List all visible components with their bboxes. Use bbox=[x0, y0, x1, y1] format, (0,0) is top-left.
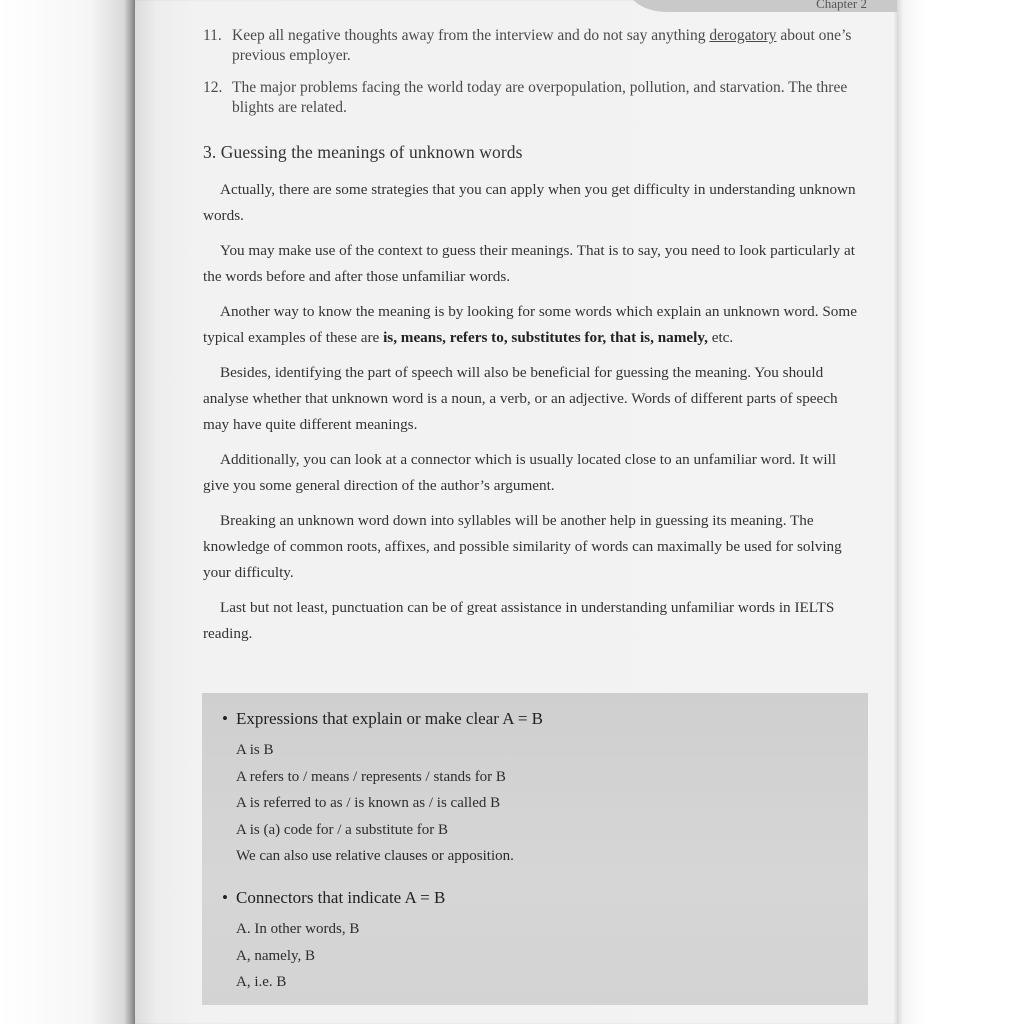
example-line: A is B bbox=[236, 742, 274, 758]
paragraph: You may make use of the context to guess their meanings. That is to say, you need to look particularly at the words before and after those unfamiliar words. bbox=[203, 242, 855, 285]
box-section-connectors bbox=[202, 886, 868, 996]
example-lines bbox=[202, 737, 868, 870]
example-line: A is (a) code for / a substitute for B bbox=[236, 821, 449, 838]
example-line: A is referred to as / is known as / is called B bbox=[236, 795, 501, 811]
item-text bbox=[203, 26, 858, 66]
example-line: We can also use relative clauses or apposition. bbox=[236, 848, 514, 864]
numbered-item-12 bbox=[203, 78, 858, 118]
bullet-icon: • bbox=[222, 709, 228, 728]
bullet-heading bbox=[202, 886, 868, 910]
bullet-title: Connectors that indicate A = B bbox=[236, 888, 446, 907]
page-content bbox=[203, 26, 858, 656]
item-number: 12. bbox=[203, 79, 223, 96]
paragraph bbox=[203, 299, 858, 351]
grey-info-box bbox=[202, 693, 868, 1005]
left-background bbox=[0, 0, 135, 1024]
paragraph: Breaking an unknown word down into syllables will be another help in guessing its meaning. The knowledge of common roots, affixes, and possible similarity of words can maximally be used for solving your difficulty. bbox=[203, 512, 842, 581]
example-lines bbox=[202, 916, 868, 996]
example-line: A. In other words, B bbox=[236, 921, 360, 937]
bold-keywords: is, means, refers to, substitutes for, that is, namely, bbox=[383, 329, 708, 346]
book-page bbox=[135, 0, 897, 1024]
paragraph: Last but not least, punctuation can be of great assistance in understanding unfamiliar words in IELTS reading. bbox=[203, 599, 835, 642]
underlined-word: derogatory bbox=[709, 27, 777, 44]
example-line: A, i.e. B bbox=[236, 974, 287, 990]
chapter-tab: Chapter 2 bbox=[627, 0, 897, 12]
example-line: A, namely, B bbox=[236, 947, 316, 964]
box-section-expressions bbox=[202, 707, 868, 870]
numbered-item-11 bbox=[203, 26, 858, 66]
paragraph-text: Another way to know the meaning is by looking for some words which explain an unknown word. Some typical examples of these are bbox=[203, 303, 857, 346]
paragraph-text: etc. bbox=[707, 329, 734, 346]
right-background bbox=[895, 0, 1024, 1024]
paragraph: Additionally, you can look at a connector which is usually located close to an unfamiliar word. It will give you some general direction of the author’s argument. bbox=[203, 451, 837, 494]
section-heading: 3. Guessing the meanings of unknown words bbox=[203, 142, 523, 162]
bullet-heading bbox=[202, 707, 868, 731]
bullet-icon: • bbox=[222, 888, 228, 907]
item-text-part: about one’s previous employer. bbox=[232, 27, 852, 64]
example-line: A refers to / means / represents / stands for B bbox=[236, 768, 506, 785]
item-text-part: Keep all negative thoughts away from the interview and do not say anything bbox=[232, 27, 710, 44]
bullet-title: Expressions that explain or make clear A = B bbox=[236, 709, 544, 728]
paragraph: Actually, there are some strategies that you can apply when you get difficulty in understanding unknown words. bbox=[203, 181, 856, 224]
item-text: The major problems facing the world today are overpopulation, pollution, and starvation. The three blights are related. bbox=[232, 79, 848, 116]
paragraph: Besides, identifying the part of speech will also be beneficial for guessing the meaning. You should analyse whether that unknown word is a noun, a verb, or an adjective. Words of different parts of speech may have quite different meanings. bbox=[203, 364, 838, 433]
item-number: 11. bbox=[203, 27, 222, 44]
